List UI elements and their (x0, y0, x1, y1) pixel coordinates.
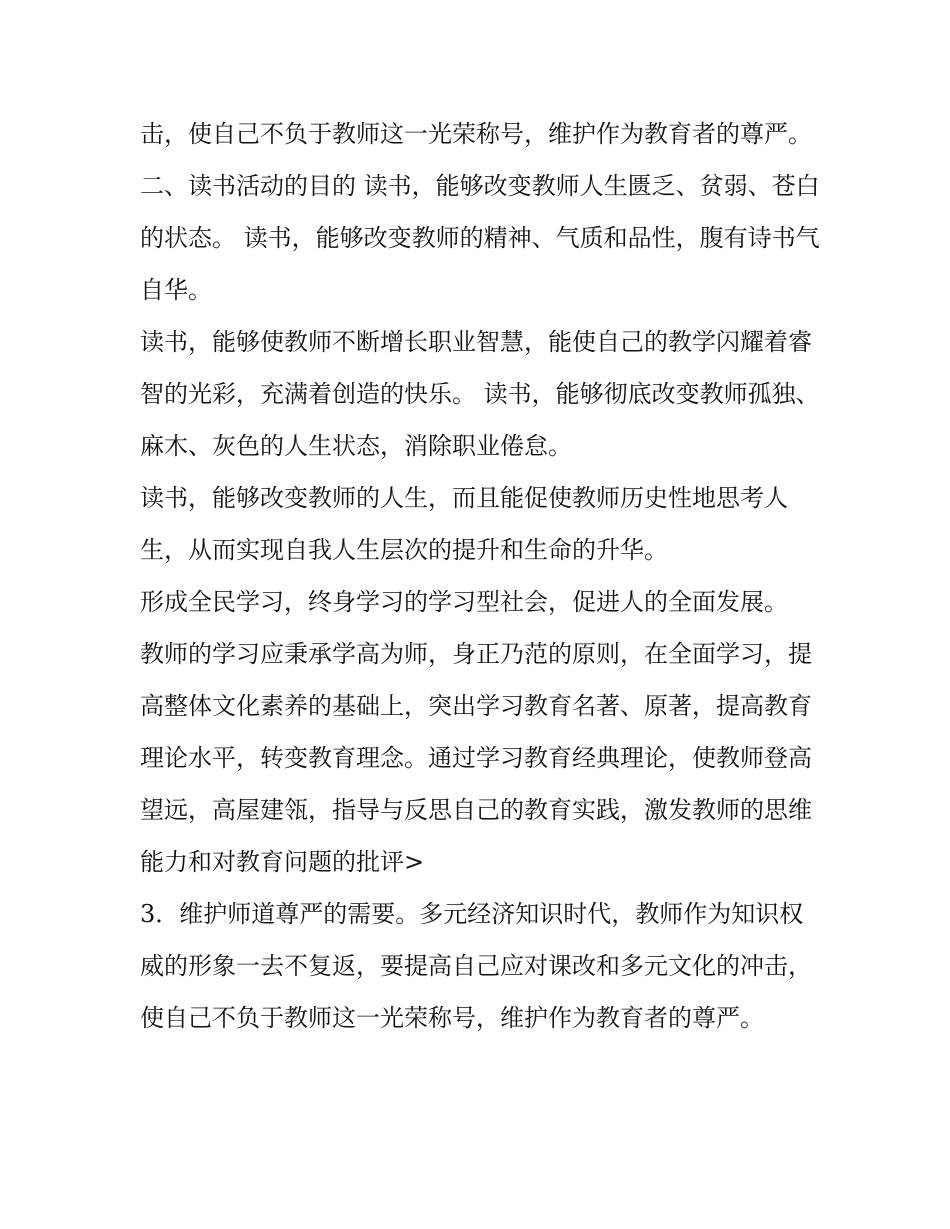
paragraph-4: 读书，能够改变教师的人生，而且能促使教师历史性地思考人生，从而实现自我人生层次的提升和生命的升华。 (140, 484, 788, 564)
paragraph-1: 击，使自己不负于教师这一光荣称号，维护作为教育者的尊严。 (140, 120, 812, 148)
paragraph-7: 3．维护师道尊严的需要。多元经济知识时代，教师作为知识权威的形象一去不复返，要提高自己应对课改和多元文化的冲击，使自己不负于教师这一光荣称号，维护作为教育者的尊严。 (140, 900, 812, 1032)
document-body (140, 108, 820, 1044)
paragraph-3: 读书，能够使教师不断增长职业智慧，能使自己的教学闪耀着睿智的光彩，充满着创造的快乐。 读书，能够彻底改变教师孤独、麻木、灰色的人生状态，消除职业倦怠。 (140, 328, 820, 460)
paragraph-5: 形成全民学习，终身学习的学习型社会，促进人的全面发展。 (140, 588, 788, 616)
paragraph-2: 二、读书活动的目的 读书，能够改变教师人生匮乏、贫弱、苍白的状态。 读书，能够改变教师的精神、气质和品性，腹有诗书气自华。 (140, 172, 820, 304)
paragraph-6: 教师的学习应秉承学高为师，身正乃范的原则，在全面学习，提高整体文化素养的基础上，突出学习教育名著、原著，提高教育理论水平，转变教育理念。通过学习教育经典理论，使教师登高望远，高屋建瓴，指导与反思自己的教育实践，激发教师的思维能力和对教育问题的批评> (140, 640, 812, 876)
